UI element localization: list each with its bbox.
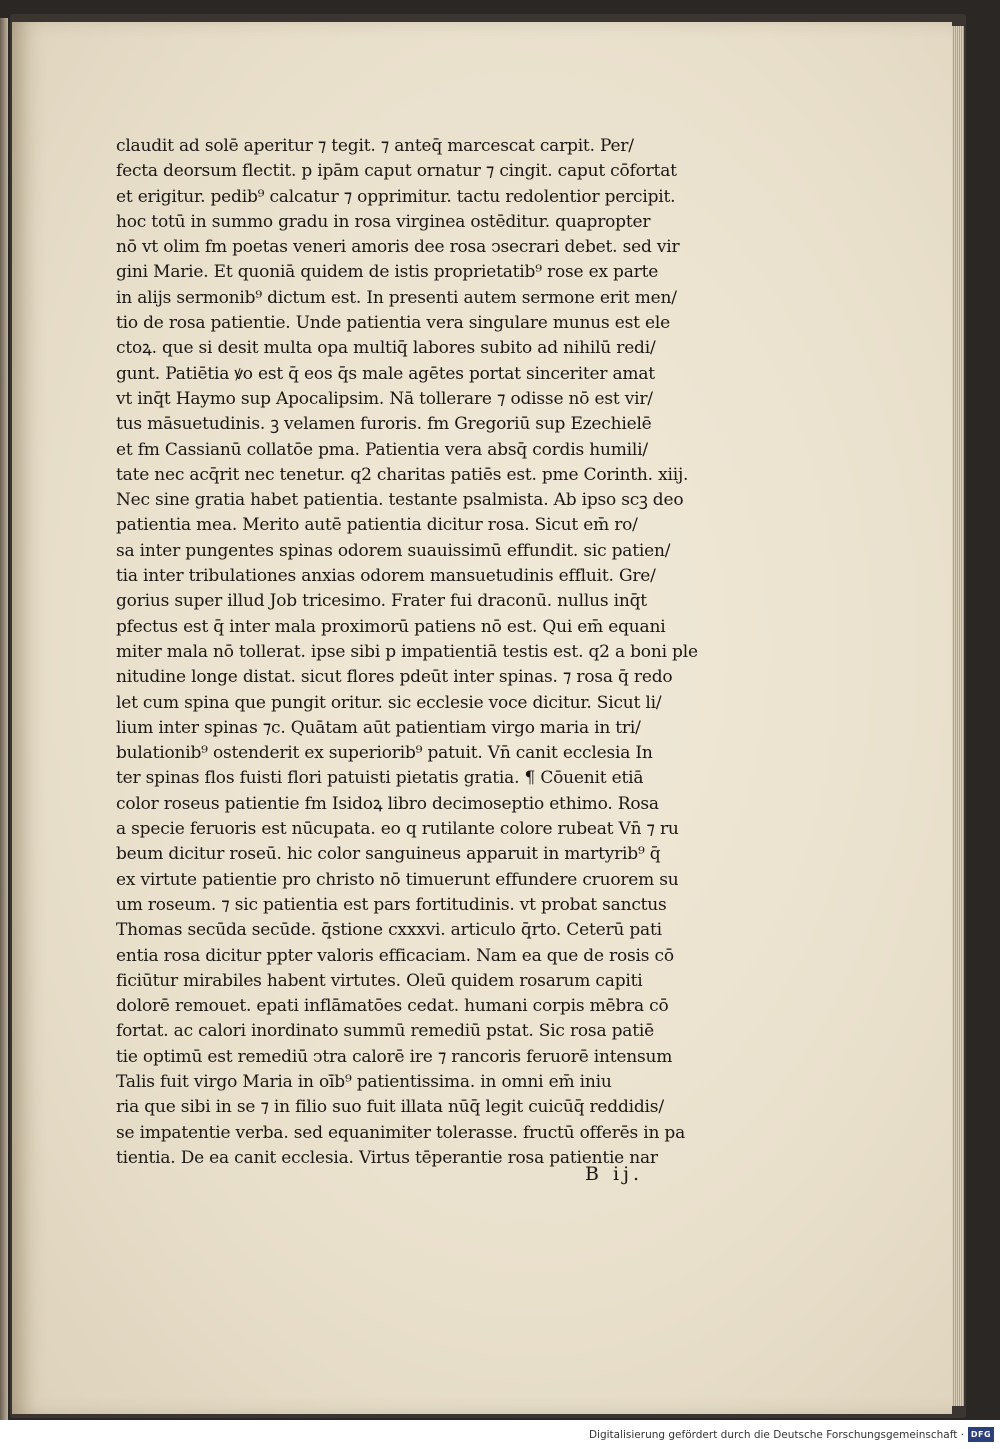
text-line: nitudine longe distat. sicut flores pdeūt inter spinas. ⁊ rosa q̄ redo [116,667,673,688]
text-line: Nec sine gratia habet patientia. testante psalmista. Ab ipso scꝫ deo [116,490,684,511]
text-block [116,134,756,1171]
book-page [12,22,952,1414]
text-line: patientia mea. Merito autē patientia dicitur rosa. Sicut em̄ ro/ [116,515,638,536]
text-line: um roseum. ⁊ sic patientia est pars fortitudinis. vt probat sanctus [116,894,667,915]
text-line: tie optimū est remediū ↄtra calorē ire ⁊ rancoris feruorē intensum [116,1046,673,1067]
text-line: gorius super illud Job tricesimo. Frater fui draconū. nullus inq̄t [116,591,647,612]
text-line: miter mala nō tollerat. ipse sibi p impatientiā testis est. q2 a boni ple [116,641,698,662]
text-line: Thomas secūda secūde. q̄stione cxxxvi. articulo q̄rto. Ceterū pati [116,920,662,941]
text-line: tio de rosa patientie. Unde patientia vera singulare munus est ele [116,313,670,334]
text-line: ficiūtur mirabiles habent virtutes. Oleū quidem rosarum capiti [116,970,643,991]
page-stack-edge [952,26,964,1406]
text-line: et erigitur. pedib⁹ calcatur ⁊ opprimitur. tactu redolentior percipit. [116,186,676,207]
text-line: ex virtute patientie pro christo nō timuerunt effundere cruorem su [116,869,679,890]
text-line: Talis fuit virgo Maria in oīb⁹ patientissima. in omni em̄ iniu [116,1071,612,1092]
footer-credit: Digitalisierung gefördert durch die Deutsche Forschungsgemeinschaft · [588,1429,964,1441]
text-line: fortat. ac calori inordinato summū remediū pstat. Sic rosa patiē [116,1021,654,1042]
text-line: fecta deorsum flectit. p ipām caput ornatur ⁊ cingit. caput cōfortat [116,161,677,182]
text-line: let cum spina que pungit oritur. sic ecclesie voce dicitur. Sicut li/ [116,692,662,713]
text-line: tientia. De ea canit ecclesia. Virtus tēperantie rosa patientie nar [116,1147,658,1168]
text-line: ter spinas flos fuisti flori patuisti pietatis gratia. ¶ Cōuenit etiā [116,768,644,789]
text-line: claudit ad solē aperitur ⁊ tegit. ⁊ anteq̄ marcescat carpit. Per/ [116,136,634,156]
text-line: nō vt olim fm poetas veneri amoris dee rosa ↄsecrari debet. sed vir [116,237,680,258]
text-line: pfectus est q̄ inter mala proximorū patiens nō est. Qui em̄ equani [116,616,666,637]
dfg-logo-icon: DFG [968,1427,994,1442]
text-line: entia rosa dicitur ppter valoris efficaciam. Nam ea que de rosis cō [116,945,674,966]
text-line: dolorē remouet. epati inflāmatōes cedat. humani corpis mēbra cō [116,996,669,1017]
text-line: ctoꝝ. que si desit multa opa multiq̄ labores subito ad nihilū redi/ [116,338,656,359]
text-line: tate nec acq̄rit nec tenetur. q2 charitas patiēs est. pme Corinth. xiij. [116,464,689,485]
text-line: et fm Cassianū collatōe pma. Patientia vera absq̄ cordis humili/ [116,439,648,460]
text-line: gunt. Patiētia ꝟo est q̄ eos q̄s male agētes portat sinceriter amat [116,363,655,384]
text-line: vt inq̄t Haymo sup Apocalipsim. Nā tollerare ⁊ odisse nō est vir/ [116,388,653,409]
text-line: beum dicitur roseū. hic color sanguineus apparuit in martyrib⁹ q̄ [116,844,661,865]
signature-mark: B ij. [585,1163,644,1185]
text-line: se impatentie verba. sed equanimiter tolerasse. fructū offerēs in pa [116,1122,686,1143]
text-line: hoc totū in summo gradu in rosa virginea ostēditur. quapropter [116,211,651,232]
text-line: in alijs sermonib⁹ dictum est. In presenti autem sermone erit men/ [116,287,677,308]
text-line: bulationib⁹ ostenderit ex superiorib⁹ patuit. Vn̄ canit ecclesia In [116,743,653,764]
text-line: color roseus patientie fm Isidoꝝ libro decimoseptio ethimo. Rosa [116,793,659,814]
text-line: tia inter tribulationes anxias odorem mansuetudinis effluit. Gre/ [116,566,656,587]
footer-bar [0,1420,1000,1449]
text-line: lium inter spinas ⁊c. Quātam aūt patientiam virgo maria in tri/ [116,717,641,738]
text-line: tus māsuetudinis. ꝫ velamen furoris. fm Gregoriū sup Ezechielē [116,414,652,435]
text-line: gini Marie. Et quoniā quidem de istis proprietatib⁹ rose ex parte [116,262,659,283]
previous-page-edge [0,18,8,1420]
text-line: ria que sibi in se ⁊ in filio suo fuit illata nūq̄ legit cuicūq̄ reddidis/ [116,1097,664,1118]
text-line: a specie feruoris est nūcupata. eo q rutilante colore rubeat Vn̄ ⁊ ru [116,819,679,840]
text-line: sa inter pungentes spinas odorem suauissimū effundit. sic patien/ [116,540,671,561]
